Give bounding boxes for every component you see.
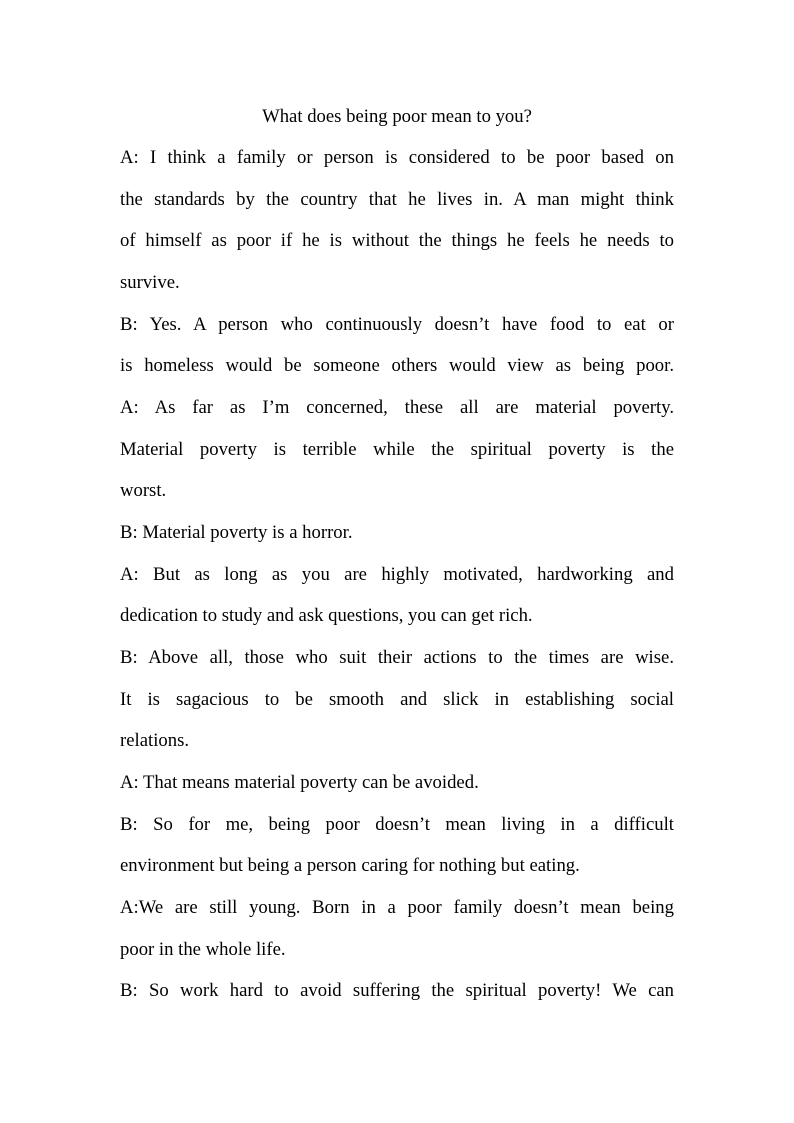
dialogue-line: of himself as poor if he is without the things he feels he needs to bbox=[120, 230, 674, 251]
dialogue-line: B: Yes. A person who continuously doesn’t have food to eat or bbox=[120, 314, 674, 335]
dialogue-line: environment but being a person caring for nothing but eating. bbox=[120, 855, 580, 876]
dialogue-line: A: That means material poverty can be avoided. bbox=[120, 772, 479, 793]
dialogue-line: A: I think a family or person is considered to be poor based on bbox=[120, 147, 674, 168]
dialogue-line: B: Above all, those who suit their actions to the times are wise. bbox=[120, 647, 674, 668]
dialogue-line: B: So work hard to avoid suffering the spiritual poverty! We can bbox=[120, 980, 674, 1001]
dialogue-line: Material poverty is terrible while the spiritual poverty is the bbox=[120, 439, 674, 460]
dialogue-line: B: Material poverty is a horror. bbox=[120, 522, 353, 543]
dialogue-line: survive. bbox=[120, 272, 180, 293]
dialogue-line: relations. bbox=[120, 730, 190, 751]
dialogue-line: A: But as long as you are highly motivated, hardworking and bbox=[120, 564, 674, 585]
document-title: What does being poor mean to you? bbox=[262, 106, 532, 127]
dialogue-line: B: So for me, being poor doesn’t mean living in a difficult bbox=[120, 814, 674, 835]
dialogue-line: the standards by the country that he lives in. A man might think bbox=[120, 189, 674, 210]
dialogue-line: is homeless would be someone others would view as being poor. bbox=[120, 355, 674, 376]
dialogue-line: worst. bbox=[120, 480, 167, 501]
dialogue-line: A: As far as I’m concerned, these all are material poverty. bbox=[120, 397, 674, 418]
dialogue-line: A:We are still young. Born in a poor family doesn’t mean being bbox=[120, 897, 674, 918]
dialogue-line: poor in the whole life. bbox=[120, 939, 286, 960]
dialogue-line: dedication to study and ask questions, you can get rich. bbox=[120, 605, 533, 626]
dialogue-line: It is sagacious to be smooth and slick in establishing social bbox=[120, 689, 674, 710]
